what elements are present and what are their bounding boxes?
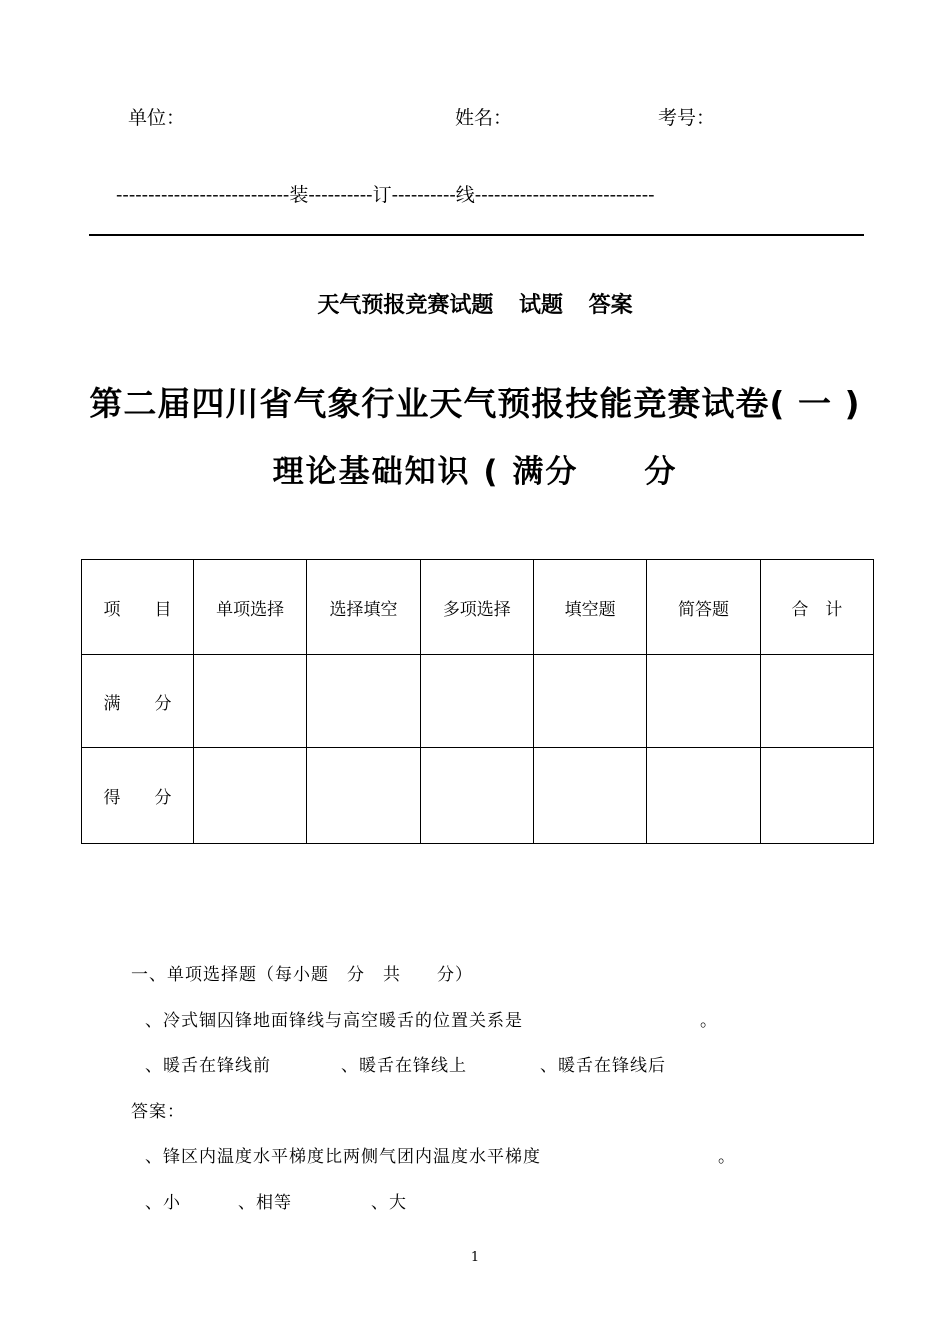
table-row [82, 655, 874, 748]
binding-char-zhuang: 装 [289, 184, 309, 206]
table-cell [420, 748, 533, 844]
page-number: 1 [470, 1250, 480, 1265]
horizontal-rule [89, 234, 864, 236]
table-header-cell: 填空题 [533, 560, 646, 655]
table-cell [307, 748, 420, 844]
unit-label: 单位： [128, 107, 186, 129]
table-header-cell: 合 计 [760, 560, 873, 655]
exam-subtitle: 理论基础知识 ( 满分 分 [272, 454, 678, 490]
binding-dashes-right: ---------------------------- [474, 184, 655, 206]
table-header-cell: 单项选择 [194, 560, 307, 655]
table-header-cell: 项 目 [82, 560, 194, 655]
question-1-option-c: 、暖舌在锋线后 [540, 1056, 666, 1076]
binding-char-ding: 订 [372, 184, 392, 206]
question-2-option-a: 、小 [145, 1193, 181, 1213]
row-label-full-score: 满 分 [82, 655, 194, 748]
binding-char-xian: 线 [455, 184, 475, 206]
table-cell [647, 655, 760, 748]
table-header-row [82, 560, 874, 655]
question-2-option-b: 、相等 [238, 1193, 292, 1213]
table-cell [760, 748, 873, 844]
question-1-end: 。 [700, 1011, 718, 1031]
score-table [81, 559, 874, 844]
exam-title: 第二届四川省气象行业天气预报技能竞赛试卷( 一 ) [89, 384, 861, 423]
table-cell [647, 748, 760, 844]
binding-line [116, 180, 836, 207]
binding-dashes-mid1: ---------- [308, 184, 373, 206]
table-row [82, 748, 874, 844]
question-1-option-b: 、暖舌在锋线上 [341, 1056, 467, 1076]
table-cell [533, 655, 646, 748]
table-cell [307, 655, 420, 748]
table-header-cell: 多项选择 [420, 560, 533, 655]
table-cell [194, 655, 307, 748]
row-label-obtained-score: 得 分 [82, 748, 194, 844]
table-header-cell: 简答题 [647, 560, 760, 655]
table-header-cell: 选择填空 [307, 560, 420, 655]
table-cell [760, 655, 873, 748]
name-label: 姓名： [455, 107, 513, 129]
exam-number-label: 考号： [658, 107, 716, 129]
binding-dashes-left: --------------------------- [116, 184, 290, 206]
table-cell [194, 748, 307, 844]
document-subtitle: 天气预报竞赛试题 试题 答案 [317, 293, 633, 318]
question-2-text: 、锋区内温度水平梯度比两侧气团内温度水平梯度 [145, 1147, 541, 1167]
question-2-option-c: 、大 [371, 1193, 407, 1213]
answer-label: 答案： [131, 1102, 185, 1122]
table-cell [420, 655, 533, 748]
question-1-option-a: 、暖舌在锋线前 [145, 1056, 271, 1076]
section-heading: 一、单项选择题（每小题 分 共 分） [131, 965, 473, 985]
table-cell [533, 748, 646, 844]
question-2-end: 。 [718, 1147, 736, 1167]
question-1-text: 、冷式锢囚锋地面锋线与高空暖舌的位置关系是 [145, 1011, 523, 1031]
binding-dashes-mid2: ---------- [391, 184, 456, 206]
